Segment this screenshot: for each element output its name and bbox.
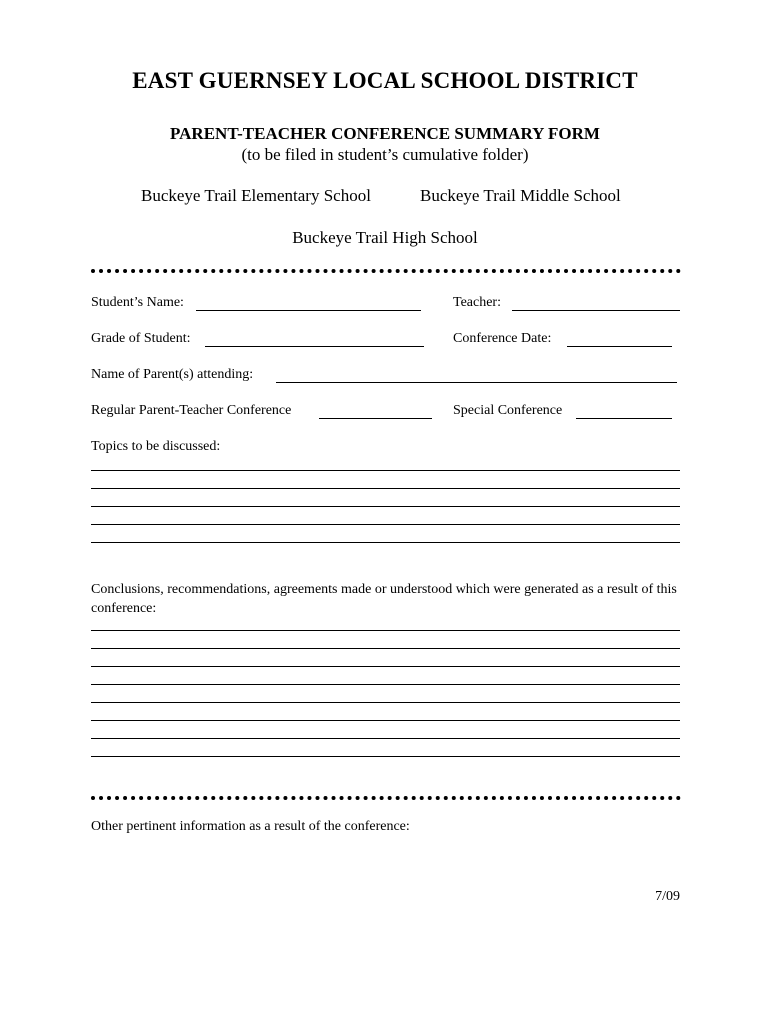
- student-name-label: Student’s Name:: [91, 295, 184, 310]
- topics-label: Topics to be discussed:: [91, 439, 221, 454]
- conclusions-line[interactable]: [91, 720, 680, 721]
- topics-line[interactable]: [91, 524, 680, 525]
- parents-attending-label: Name of Parent(s) attending:: [91, 367, 254, 382]
- teacher-field[interactable]: [512, 310, 680, 311]
- revision-code: 7/09: [655, 889, 680, 904]
- special-conference-field[interactable]: [576, 418, 672, 419]
- conclusions-line[interactable]: [91, 630, 680, 631]
- section-divider-bottom: [91, 796, 681, 800]
- parents-attending-field[interactable]: [276, 382, 677, 383]
- topics-line[interactable]: [91, 506, 680, 507]
- grade-label: Grade of Student:: [91, 331, 191, 346]
- conference-date-field[interactable]: [567, 346, 672, 347]
- school-high: Buckeye Trail High School: [292, 228, 478, 247]
- grade-field[interactable]: [205, 346, 424, 347]
- school-middle: Buckeye Trail Middle School: [420, 186, 621, 205]
- regular-conference-field[interactable]: [319, 418, 432, 419]
- teacher-label: Teacher:: [453, 295, 501, 310]
- conclusions-line[interactable]: [91, 648, 680, 649]
- school-elementary: Buckeye Trail Elementary School: [141, 186, 371, 205]
- student-name-field[interactable]: [196, 310, 421, 311]
- conclusions-line[interactable]: [91, 684, 680, 685]
- form-title: PARENT-TEACHER CONFERENCE SUMMARY FORM: [170, 124, 600, 143]
- conclusions-line[interactable]: [91, 666, 680, 667]
- district-title: EAST GUERNSEY LOCAL SCHOOL DISTRICT: [132, 68, 638, 93]
- conclusions-label: Conclusions, recommendations, agreements made or understood which were generated as a result of this conference:: [91, 582, 677, 616]
- topics-line[interactable]: [91, 542, 680, 543]
- conference-date-label: Conference Date:: [453, 331, 552, 346]
- other-info-label: Other pertinent information as a result of the conference:: [91, 819, 410, 834]
- section-divider-top: [91, 269, 681, 273]
- regular-conference-label: Regular Parent-Teacher Conference: [91, 403, 292, 418]
- conclusions-line[interactable]: [91, 756, 680, 757]
- conclusions-line[interactable]: [91, 738, 680, 739]
- topics-line[interactable]: [91, 470, 680, 471]
- filing-note: (to be filed in student’s cumulative folder): [241, 145, 529, 164]
- special-conference-label: Special Conference: [453, 403, 563, 418]
- conclusions-line[interactable]: [91, 702, 680, 703]
- topics-line[interactable]: [91, 488, 680, 489]
